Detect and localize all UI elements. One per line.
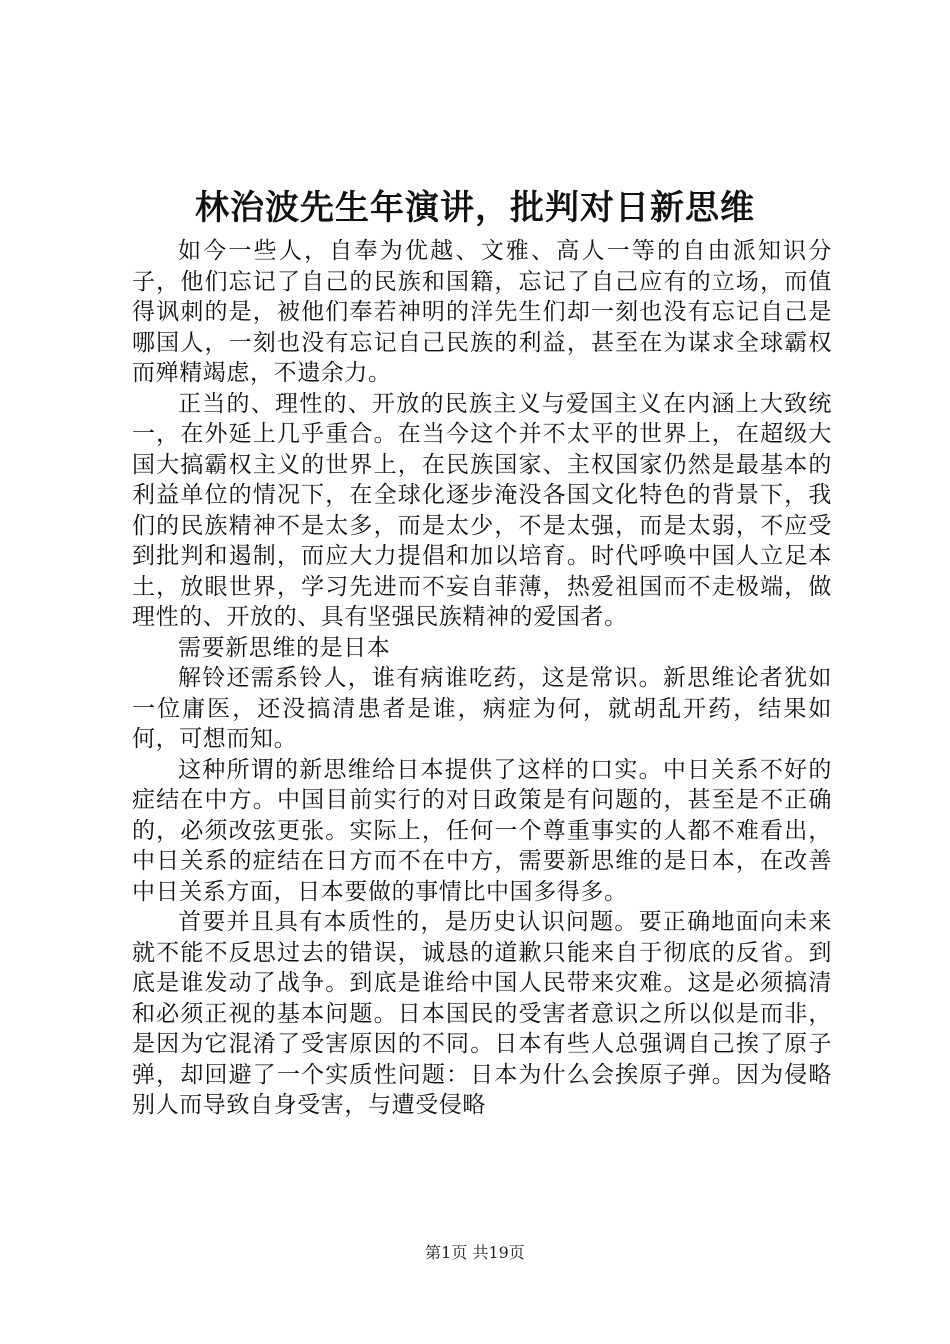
paragraph: 首要并且具有本质性的，是历史认识问题。要正确地面向未来就不能不反思过去的错误，诚恳的道歉只能来自于彻底的反省。到底是谁发动了战争。到底是谁给中国人民带来灾难。这是必须搞清和必须正视的基本问题。日本国民的受害者意识之所以似是而非，是因为它混淆了受害原因的不同。日本有些人总强调自己挨了原子弹，却回避了一个实质性问题：日本为什么会挨原子弹。因为侵略别人而导致自身受害，与遭受侵略 [132,909,832,1118]
paragraph: 这种所谓的新思维给日本提供了这样的口实。中日关系不好的症结在中方。中国目前实行的对日政策是有问题的，甚至是不正确的，必须改弦更张。实际上，任何一个尊重事实的人都不难看出，中日关系的症结在日方而不在中方，需要新思维的是日本，在改善中日关系方面，日本要做的事情比中国多得多。 [132,756,832,905]
paragraph: 如今一些人，自奉为优越、文雅、高人一等的自由派知识分子，他们忘记了自己的民族和国籍，忘记了自己应有的立场，而值得讽刺的是，被他们奉若神明的洋先生们却一刻也没有忘记自己是哪国人，一刻也没有忘记自己民族的利益，甚至在为谋求全球霸权而殚精竭虑，不遗余力。 [132,238,832,386]
section-heading: 需要新思维的是日本 [178,634,391,661]
page-number-footer: 第1页 共19页 [425,1243,525,1262]
paragraph: 解铃还需系铃人，谁有病谁吃药，这是常识。新思维论者犹如一位庸医，还没搞清患者是谁，病症为何，就胡乱开药，结果如何，可想而知。 [132,665,832,752]
document-body [132,236,832,1121]
document-title: 林治波先生年演讲，批判对日新思维 [195,188,755,228]
paragraph: 正当的、理性的、开放的民族主义与爱国主义在内涵上大致统一，在外延上几乎重合。在当今这个并不太平的世界上，在超级大国大搞霸权主义的世界上，在民族国家、主权国家仍然是最基本的利益单位的情况下，在全球化逐步淹没各国文化特色的背景下，我们的民族精神不是太多，而是太少，不是太强，而是太弱，不应受到批判和遏制，而应大力提倡和加以培育。时代呼唤中国人立足本土，放眼世界，学习先进而不妄自菲薄，热爱祖国而不走极端，做理性的、开放的、具有坚强民族精神的爱国者。 [132,390,832,630]
